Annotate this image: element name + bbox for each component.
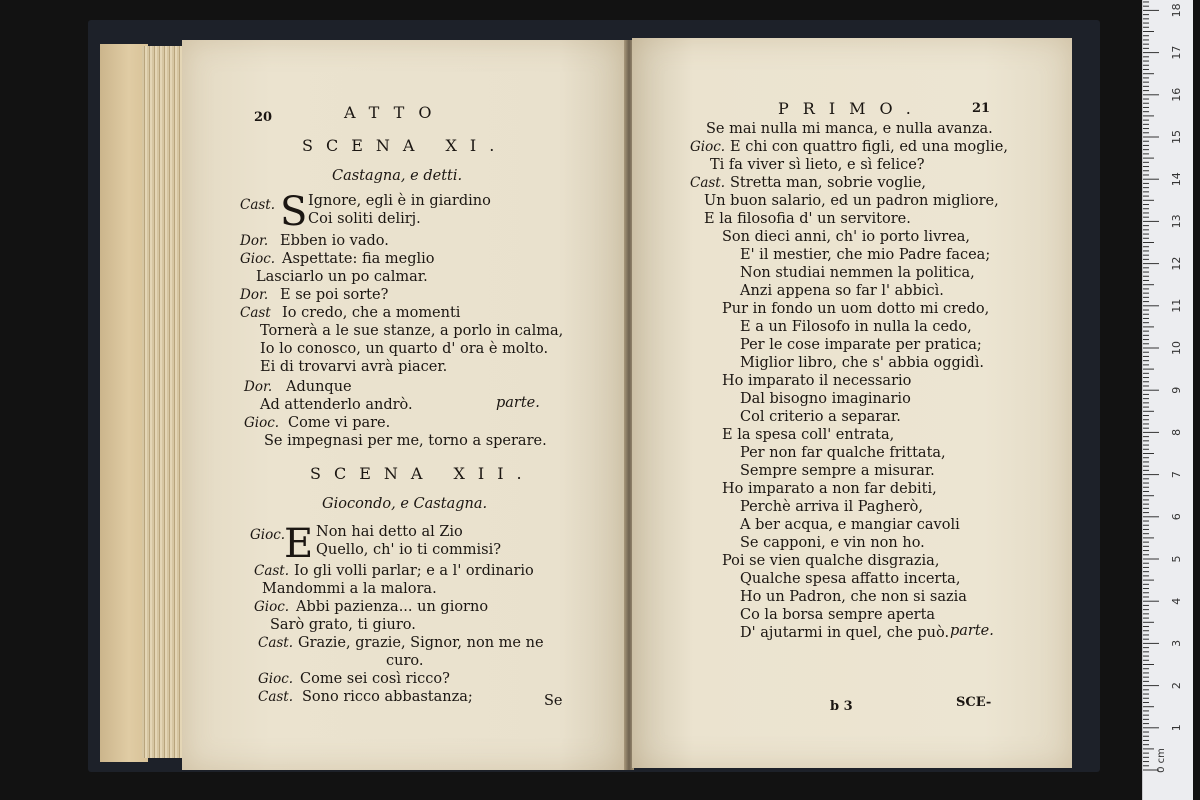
verse-line: Stretta man, sobrie voglie, (730, 175, 927, 191)
book-flyleaf-edge (100, 44, 148, 762)
verse-line: Lasciarlo un po calmar. (256, 269, 428, 285)
speaker: Cast. (258, 689, 294, 705)
speaker: Dor. (244, 379, 273, 395)
verse-line: Ebben io vado. (280, 233, 389, 249)
ruler-unit-label: 0 cm (1155, 748, 1167, 773)
ruler-number: 12 (1170, 256, 1183, 271)
verse-line: Io gli volli parlar; e a l' ordinario (294, 563, 534, 579)
verse-line: Dal bisogno imaginario (740, 391, 911, 407)
verse-line: Ho imparato il necessario (722, 373, 912, 389)
ruler-number: 11 (1170, 298, 1183, 313)
ruler-number: 14 (1170, 172, 1183, 187)
measuring-ruler (1142, 0, 1193, 800)
ruler-number: 5 (1170, 555, 1183, 563)
verse-line: Sarò grato, ti giuro. (270, 617, 416, 633)
verse-line: Ad attenderlo andrò. (260, 397, 413, 413)
catchword: SCE- (956, 695, 992, 710)
stage-direction: parte. (496, 395, 540, 411)
speaker: Gioc. (690, 139, 726, 155)
verse-line: D' ajutarmi in quel, che può. (740, 625, 950, 641)
speaker: Cast. (690, 175, 726, 191)
verse-line: Mandommi a la malora. (262, 581, 437, 597)
running-head: PRIMO. (778, 99, 925, 118)
speaker: Dor. (240, 233, 269, 249)
verse-line: Quello, ch' io ti commisi? (316, 542, 501, 558)
verse-line: Qualche spesa affatto incerta, (740, 571, 961, 587)
speaker: Cast (240, 305, 271, 321)
verse-line: Per le cose imparate per pratica; (740, 337, 982, 353)
scene-title: SCENA XII. (310, 464, 535, 483)
verse-line: Grazie, grazie, Signor, non me ne (298, 635, 544, 651)
ruler-number: 6 (1170, 513, 1183, 521)
verse-line: Per non far qualche frittata, (740, 445, 946, 461)
verse-line: Io credo, che a momenti (282, 305, 461, 321)
catchword: Se (544, 693, 563, 709)
ruler-number: 17 (1170, 45, 1183, 60)
verse-line: Io lo conosco, un quarto d' ora è molto. (260, 341, 549, 357)
verse-line: Poi se vien qualche disgrazia, (722, 553, 940, 569)
verse-line: Ignore, egli è in giardino (308, 193, 491, 209)
verse-line: Se capponi, e vin non ho. (740, 535, 925, 551)
verse-line: Miglior libro, che s' abbia oggidì. (740, 355, 984, 371)
verse-line: Pur in fondo un uom dotto mi credo, (722, 301, 990, 317)
ruler-number: 18 (1170, 3, 1183, 18)
right-page (632, 38, 1072, 768)
ruler-number: 2 (1170, 682, 1183, 690)
ruler-number: 16 (1170, 87, 1183, 102)
verse-line: E la spesa coll' entrata, (722, 427, 895, 443)
ruler-number: 3 (1170, 639, 1183, 647)
verse-line: Perchè arriva il Pagherò, (740, 499, 923, 515)
verse-line: Ho un Padron, che non si sazia (740, 589, 967, 605)
speaker: Cast. (258, 635, 294, 651)
signature-mark: b 3 (830, 699, 853, 714)
verse-line: Coi soliti delirj. (308, 211, 421, 227)
ruler-ticks (1143, 0, 1193, 800)
verse-line: Se mai nulla mi manca, e nulla avanza. (706, 121, 993, 137)
verse-line: E chi con quattro figli, ed una moglie, (730, 139, 1008, 155)
ruler-number: 15 (1170, 130, 1183, 144)
verse-line: Se impegnasi per me, torno a sperare. (264, 433, 547, 449)
running-head: ATTO (344, 103, 446, 122)
ruler-number: 9 (1170, 386, 1183, 394)
verse-line: Un buon salario, ed un padron migliore, (704, 193, 999, 209)
drop-cap: E (284, 521, 314, 567)
ruler-number: 1 (1170, 724, 1183, 732)
verse-line: A ber acqua, e mangiar cavoli (740, 517, 960, 533)
scene-cast: Castagna, e detti. (332, 168, 463, 184)
verse-line: E se poi sorte? (280, 287, 389, 303)
ruler-number: 10 (1170, 341, 1183, 355)
verse-line: Sono ricco abbastanza; (302, 689, 473, 705)
verse-line: Son dieci anni, ch' io porto livrea, (722, 229, 971, 245)
verse-line: Come vi pare. (288, 415, 391, 431)
speaker: Cast. (240, 197, 276, 213)
verse-line: Non studiai nemmen la politica, (740, 265, 975, 281)
scene-title: SCENA XI. (302, 136, 508, 155)
verse-line: curo. (386, 653, 424, 669)
ruler-number: 8 (1170, 428, 1183, 436)
left-page (182, 40, 626, 770)
verse-line: Ei di trovarvi avrà piacer. (260, 359, 448, 375)
verse-line: Ti fa viver sì lieto, e sì felice? (710, 157, 925, 173)
speaker: Cast. (254, 563, 290, 579)
speaker: Dor. (240, 287, 269, 303)
ruler-number: 4 (1170, 597, 1183, 605)
scene-cast: Giocondo, e Castagna. (322, 496, 488, 512)
verse-line: Adunque (286, 379, 352, 395)
page-number: 21 (972, 101, 991, 116)
verse-line: Anzi appena so far l' abbicì. (740, 283, 944, 299)
verse-line: E la filosofia d' un servitore. (704, 211, 911, 227)
verse-line: Non hai detto al Zio (316, 524, 463, 540)
stage-direction: parte. (950, 623, 994, 639)
verse-line: Tornerà a le sue stanze, a porlo in calma, (260, 323, 564, 339)
verse-line: E' il mestier, che mio Padre facea; (740, 247, 991, 263)
verse-line: Ho imparato a non far debiti, (722, 481, 937, 497)
verse-line: E a un Filosofo in nulla la cedo, (740, 319, 972, 335)
speaker: Gioc. (254, 599, 290, 615)
verse-line: Co la borsa sempre aperta (740, 607, 936, 623)
verse-line: Abbi pazienza... un giorno (296, 599, 489, 615)
drop-cap: S (280, 189, 308, 235)
speaker: Gioc. (244, 415, 280, 431)
verse-line: Col criterio a separar. (740, 409, 901, 425)
speaker: Gioc. (240, 251, 276, 267)
page-edges (142, 46, 185, 758)
ruler-number: 7 (1170, 471, 1183, 479)
verse-line: Come sei così ricco? (300, 671, 450, 687)
page-number: 20 (254, 110, 273, 125)
speaker: Gioc. (250, 527, 286, 543)
verse-line: Aspettate: fia meglio (282, 251, 435, 267)
verse-line: Sempre sempre a misurar. (740, 463, 935, 479)
ruler-number: 13 (1170, 214, 1183, 229)
speaker: Gioc. (258, 671, 294, 687)
